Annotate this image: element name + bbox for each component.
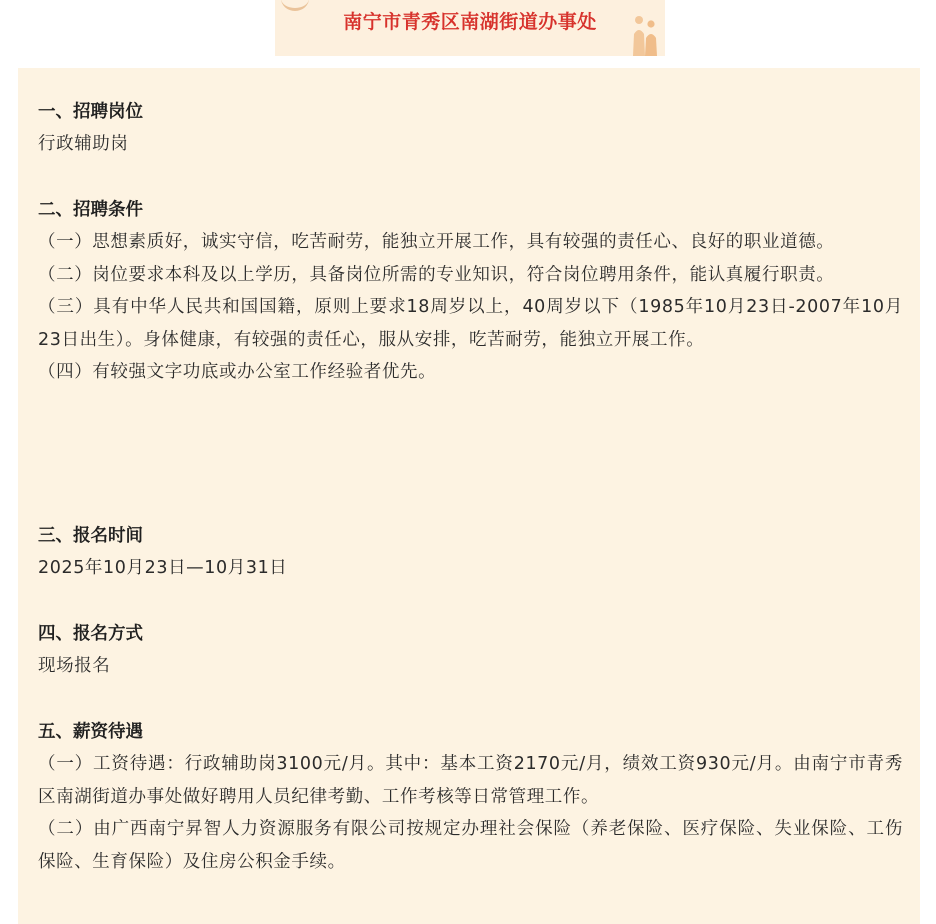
section-heading: 一、招聘岗位 (38, 102, 143, 122)
section-requirements (38, 194, 903, 389)
paragraph: 现场报名 (38, 656, 111, 676)
section-salary (38, 716, 903, 878)
section-registration-time (38, 520, 903, 585)
article-body (18, 68, 920, 924)
paragraph: （一）工资待遇：行政辅助岗3100元/月。其中：基本工资2170元/月，绩效工资930元/月。由南宁市青秀区南湖街道办事处做好聘用人员纪律考勤、工作考核等日常管理工作。 (38, 754, 903, 807)
section-heading: 五、薪资待遇 (38, 722, 143, 742)
page-title: 南宁市青秀区南湖街道办事处 (343, 11, 597, 33)
section-heading: 三、报名时间 (38, 526, 143, 546)
paragraph: （三）具有中华人民共和国国籍，原则上要求18周岁以上，40周岁以下（1985年10月23日-2007年10月23日出生）。身体健康，有较强的责任心，服从安排，吃苦耐劳，能独立开展工作。 (38, 297, 903, 350)
section-position (38, 96, 903, 161)
paragraph: （一）思想素质好，诚实守信，吃苦耐劳，能独立开展工作，具有较强的责任心、良好的职业道德。 (38, 232, 835, 252)
paragraph: （四）有较强文字功底或办公室工作经验者优先。 (38, 362, 437, 382)
section-heading: 二、招聘条件 (38, 200, 143, 220)
paragraph: 行政辅助岗 (38, 134, 129, 154)
paragraph: 2025年10月23日—10月31日 (38, 558, 288, 578)
section-registration-method (38, 618, 903, 683)
paragraph: （二）岗位要求本科及以上学历，具备岗位所需的专业知识，符合岗位聘用条件，能认真履行职责。 (38, 264, 835, 285)
header-banner (275, 0, 665, 56)
people-silhouette-icon (629, 12, 661, 56)
paragraph: （二）由广西南宁昇智人力资源服务有限公司按规定办理社会保险（养老保险、医疗保险、失业保险、工伤保险、生育保险）及住房公积金手续。 (38, 819, 903, 872)
section-heading: 四、报名方式 (38, 624, 143, 644)
